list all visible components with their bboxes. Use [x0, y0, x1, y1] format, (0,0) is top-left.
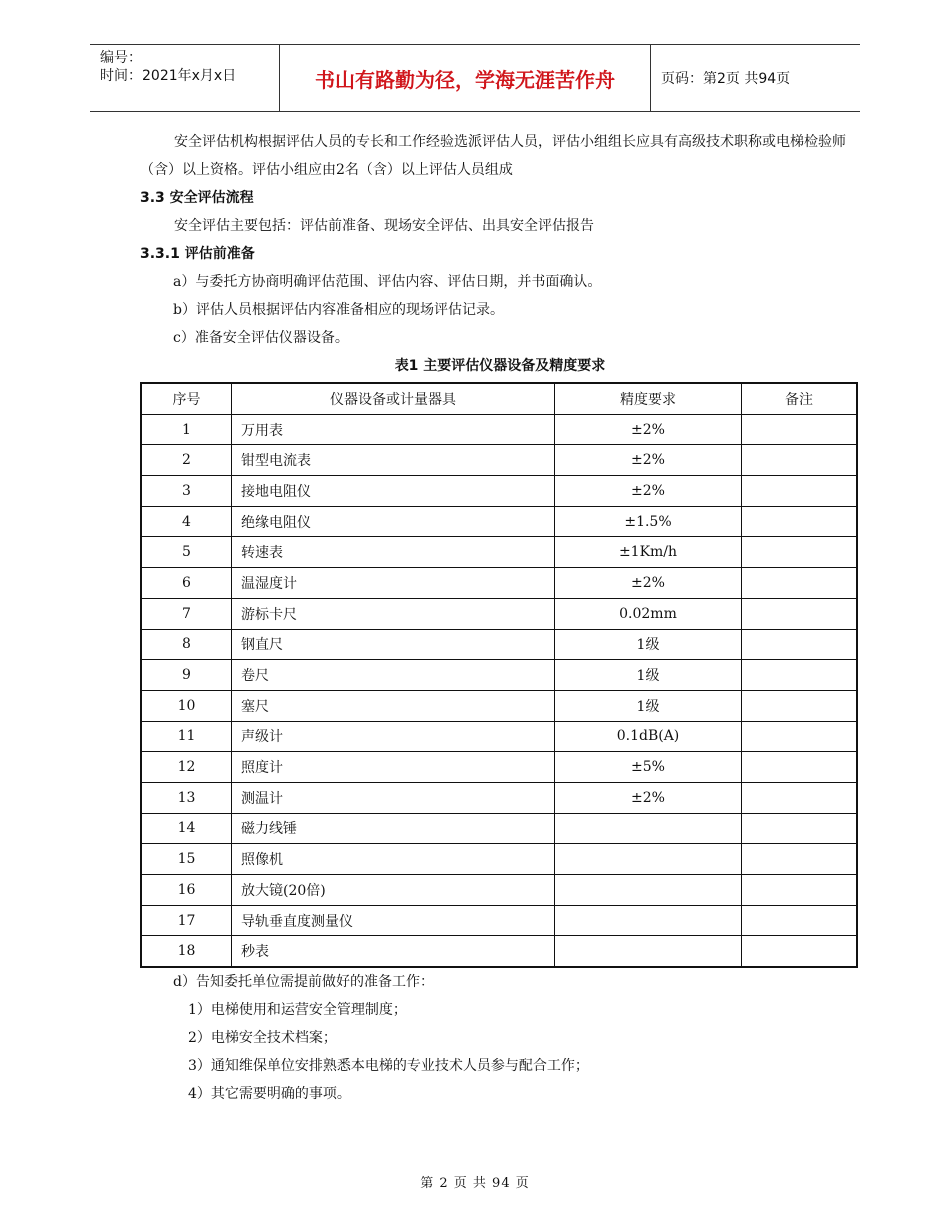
cell-name: 测温计 [232, 782, 555, 813]
cell-name: 卷尺 [232, 660, 555, 691]
sub-item-3: 3）通知维保单位安排熟悉本电梯的专业技术人员参与配合工作； [188, 1058, 589, 1075]
cell-accuracy [555, 813, 742, 844]
cell-no: 17 [141, 905, 232, 936]
header-cell-no: 序号 [141, 383, 232, 414]
table-row [141, 721, 857, 752]
table-row [141, 506, 857, 537]
cell-no: 14 [141, 813, 232, 844]
paragraph-evaluators: 安全评估机构根据评估人员的专长和工作经验选派评估人员，评估小组组长应具有高级技术职称或电梯检验师（含）以上资格。评估小组应由2名（含）以上评估人员组成 [140, 134, 846, 178]
table-row [141, 690, 857, 721]
number-label: 编号： [100, 50, 142, 66]
cell-name: 绝缘电阻仪 [232, 506, 555, 537]
header-cell-name: 仪器设备或计量器具 [232, 383, 555, 414]
header-page-code: 页码：第2页 共94页 [661, 71, 791, 87]
cell-note [742, 506, 858, 537]
header-motto: 书山有路勤为径，学海无涯苦作舟 [280, 45, 651, 111]
cell-accuracy [555, 905, 742, 936]
cell-note [742, 813, 858, 844]
cell-accuracy: ±2% [555, 476, 742, 507]
table-row [141, 568, 857, 599]
cell-no: 5 [141, 537, 232, 568]
table-header-row [141, 383, 857, 414]
list-item-b: b）评估人员根据评估内容准备相应的现场评估记录。 [173, 302, 504, 318]
cell-name: 磁力线锤 [232, 813, 555, 844]
cell-accuracy [555, 875, 742, 906]
cell-no: 18 [141, 936, 232, 967]
cell-note [742, 537, 858, 568]
list-item-d: d）告知委托单位需提前做好的准备工作： [173, 974, 434, 991]
cell-name: 照度计 [232, 752, 555, 783]
cell-no: 9 [141, 660, 232, 691]
cell-name: 万用表 [232, 414, 555, 445]
table-row [141, 813, 857, 844]
cell-note [742, 936, 858, 967]
cell-note [742, 414, 858, 445]
cell-no: 15 [141, 844, 232, 875]
time-label: 时间：2021年x月x日 [100, 68, 237, 84]
cell-accuracy: ±5% [555, 752, 742, 783]
cell-accuracy: ±1Km/h [555, 537, 742, 568]
table-row [141, 629, 857, 660]
cell-no: 1 [141, 414, 232, 445]
cell-note [742, 690, 858, 721]
cell-note [742, 721, 858, 752]
cell-accuracy: ±2% [555, 782, 742, 813]
cell-name: 导轨垂直度测量仪 [232, 905, 555, 936]
cell-accuracy [555, 936, 742, 967]
cell-accuracy: 1级 [555, 690, 742, 721]
cell-no: 8 [141, 629, 232, 660]
header-cell-note: 备注 [742, 383, 858, 414]
table-row [141, 875, 857, 906]
cell-accuracy: ±1.5% [555, 506, 742, 537]
header-meta [90, 45, 280, 111]
instrument-table [140, 382, 858, 968]
table-row [141, 414, 857, 445]
sub-item-4: 4）其它需要明确的事项。 [188, 1086, 351, 1103]
sub-item-2: 2）电梯安全技术档案； [188, 1030, 337, 1047]
cell-no: 2 [141, 445, 232, 476]
cell-name: 照像机 [232, 844, 555, 875]
table-row [141, 844, 857, 875]
cell-no: 4 [141, 506, 232, 537]
cell-note [742, 598, 858, 629]
table-body [141, 414, 857, 967]
cell-note [742, 445, 858, 476]
cell-no: 13 [141, 782, 232, 813]
cell-no: 7 [141, 598, 232, 629]
cell-name: 游标卡尺 [232, 598, 555, 629]
cell-name: 接地电阻仪 [232, 476, 555, 507]
page-header [90, 44, 860, 112]
cell-no: 12 [141, 752, 232, 783]
cell-no: 6 [141, 568, 232, 599]
cell-accuracy: 1级 [555, 660, 742, 691]
list-item-c: c）准备安全评估仪器设备。 [173, 330, 349, 346]
cell-note [742, 844, 858, 875]
table-title: 表1 主要评估仪器设备及精度要求 [394, 358, 606, 374]
sub-item-1: 1）电梯使用和运营安全管理制度； [188, 1002, 407, 1019]
page-footer: 第 2 页 共 94 页 [420, 1176, 530, 1191]
document-body [140, 128, 860, 1108]
table-row [141, 936, 857, 967]
cell-no: 3 [141, 476, 232, 507]
list-item-a: a）与委托方协商明确评估范围、评估内容、评估日期，并书面确认。 [173, 274, 602, 290]
cell-name: 转速表 [232, 537, 555, 568]
table-row [141, 445, 857, 476]
header-cell-accuracy: 精度要求 [555, 383, 742, 414]
cell-accuracy: 0.1dB(A) [555, 721, 742, 752]
cell-name: 温湿度计 [232, 568, 555, 599]
cell-name: 放大镜(20倍) [232, 875, 555, 906]
table-row [141, 476, 857, 507]
cell-no: 16 [141, 875, 232, 906]
cell-note [742, 660, 858, 691]
cell-name: 塞尺 [232, 690, 555, 721]
cell-accuracy: 1级 [555, 629, 742, 660]
cell-note [742, 629, 858, 660]
cell-accuracy: ±2% [555, 568, 742, 599]
cell-note [742, 752, 858, 783]
cell-note [742, 782, 858, 813]
table-row [141, 782, 857, 813]
cell-name: 秒表 [232, 936, 555, 967]
cell-no: 10 [141, 690, 232, 721]
table-row [141, 537, 857, 568]
cell-note [742, 875, 858, 906]
cell-note [742, 905, 858, 936]
section-heading-3-3: 3.3 安全评估流程 [140, 190, 254, 206]
cell-name: 钢直尺 [232, 629, 555, 660]
table-row [141, 598, 857, 629]
cell-note [742, 568, 858, 599]
cell-accuracy [555, 844, 742, 875]
cell-accuracy: ±2% [555, 445, 742, 476]
cell-note [742, 476, 858, 507]
cell-name: 钳型电流表 [232, 445, 555, 476]
section-heading-3-3-1: 3.3.1 评估前准备 [140, 246, 255, 262]
cell-no: 11 [141, 721, 232, 752]
cell-name: 声级计 [232, 721, 555, 752]
cell-accuracy: 0.02mm [555, 598, 742, 629]
table-row [141, 660, 857, 691]
paragraph-process: 安全评估主要包括：评估前准备、现场安全评估、出具安全评估报告 [174, 218, 594, 234]
table-row [141, 752, 857, 783]
table-row [141, 905, 857, 936]
cell-accuracy: ±2% [555, 414, 742, 445]
